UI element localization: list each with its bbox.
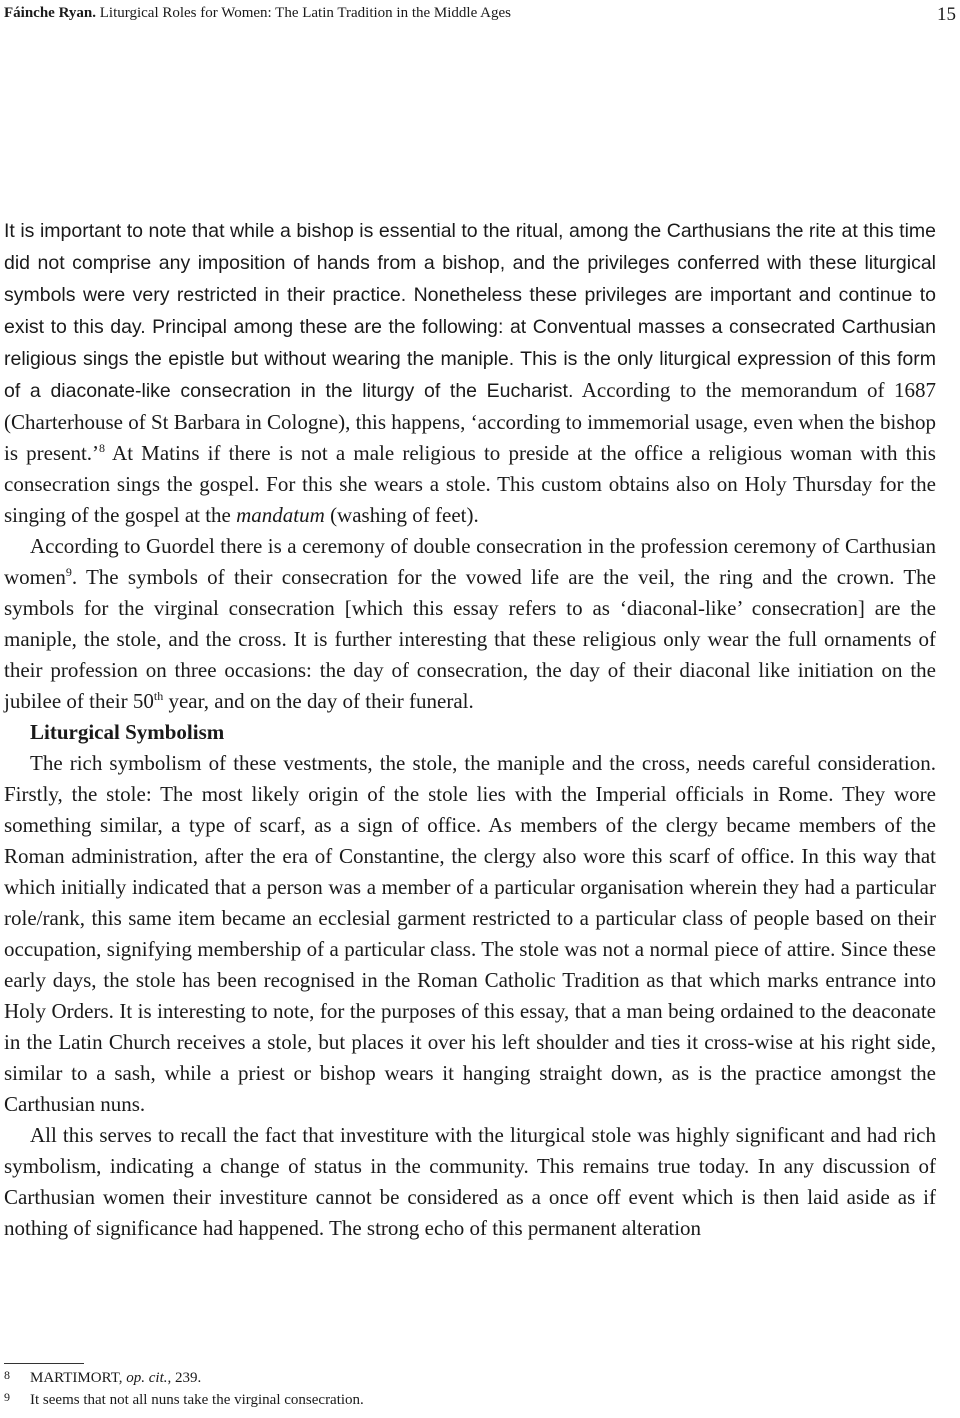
footnote-ref-8: 8 <box>99 441 106 455</box>
paragraph-4: All this serves to recall the fact that investiture with the liturgical stole was highly significant and had rich symbolism, indicating a change of status in the community. This remains true today. In any discussion of Carthusian women their investiture cannot be considered as a once off event which is then laid aside as if nothing of significance had happened. The strong echo of this permanent alteration <box>4 1123 936 1240</box>
ordinal-suffix: th <box>153 689 164 703</box>
footnote-9 <box>4 1390 936 1412</box>
footnote-number: 9 <box>4 1390 10 1404</box>
paragraph-2-text-a: According to Guordel there is a ceremony of double consecration in the profession ceremony of Carthusian women <box>4 534 936 589</box>
header-author: Fáinche Ryan. <box>4 5 96 21</box>
page-number: 15 <box>937 4 956 25</box>
footnote-ref-9: 9 <box>65 565 72 579</box>
paragraph-1-text-a: According to the memorandum of 1687 (Charterhouse of St Barbara in Cologne), this happens, ‘according to immemorial usage, even when the bishop is present.’ <box>4 378 936 465</box>
paragraph-1-text-b: At Matins if there is not a male religious to preside at the office a religious woman with this consecration sings the gospel. For this she wears a stole. This custom obtains also on Holy Thursday for the singing of the gospel at the <box>4 441 936 527</box>
footnote-8-text-a: MARTIMORT, <box>30 1370 127 1386</box>
paragraph-3: The rich symbolism of these vestments, the stole, the maniple and the cross, needs careful consideration. Firstly, the stole: The most likely origin of the stole lies with the Imperial officials in Rome. They wore something similar, a type of scarf, as a sign of office. As members of the clergy became members of the Roman administration, after the era of Constantine, the clergy also wore this scarf of office. In this way that which initially indicated that a person was a member of a particular organisation wherein they had a particular role/rank, this same item became an ecclesial garment restricted to a particular class of people based on their occupation, signifying membership of a particular class. The stole was not a normal piece of attire. Since these early days, the stole has been recognised in the Roman Catholic Tradition as that which marks entrance into Holy Orders. It is interesting to note, for the purposes of this essay, that a man being ordained to the deaconate in the Latin Church receives a stole, but places it over his left shoulder and ties it cross-wise at his right side, similar to a sash, while a priest or bishop wears it hanging straight down, as is the practice amongst the Carthusian nuns. <box>4 751 936 1116</box>
paragraph-2-text-b: . The symbols of their consecration for the vowed life are the veil, the ring and the crown. The symbols for the virginal consecration [which this essay refers to as ‘diaconal-like’ consecration] are the maniple, the stole, and the cross. It is further interesting that these religious only wear the full ornaments of their profession on three occasions: the day of consecration, the day of their diaconal like initiation on the jubilee of their 50 <box>4 565 936 713</box>
paragraph-1-italic: mandatum <box>236 503 325 527</box>
footnote-8-text-b: , 239. <box>167 1370 202 1386</box>
paragraph-2 <box>4 531 936 717</box>
paragraph-1 <box>4 215 936 531</box>
section-heading: Liturgical Symbolism <box>30 720 225 744</box>
footnotes <box>4 1363 936 1412</box>
footnote-9-text: It seems that not all nuns take the virginal consecration. <box>30 1392 364 1408</box>
header-title: Liturgical Roles for Women: The Latin Tradition in the Middle Ages <box>99 5 511 21</box>
paragraph-2-text-c: year, and on the day of their funeral. <box>163 689 474 713</box>
footnote-8-italic: op. cit. <box>126 1370 168 1386</box>
footnote-number: 8 <box>4 1368 10 1382</box>
running-header <box>4 0 956 26</box>
paragraph-1-sans-text: It is important to note that while a bishop is essential to the ritual, among the Carthusians the rite at this time did not comprise any imposition of hands from a bishop, and the privileges conferred with these liturgical symbols were very restricted in their practice. Nonetheless these privileges are important and continue to exist to this day. Principal among these are the following: at Conventual masses a consecrated Carthusian religious sings the epistle but without wearing the maniple. This is the only liturgical expression of this form of a diaconate-like consecration in the liturgy of the Eucharist. <box>4 220 936 402</box>
main-text <box>4 215 936 1244</box>
footnote-8 <box>4 1368 936 1390</box>
footnote-divider <box>4 1363 84 1364</box>
paragraph-1-text-c: (washing of feet). <box>324 503 479 527</box>
